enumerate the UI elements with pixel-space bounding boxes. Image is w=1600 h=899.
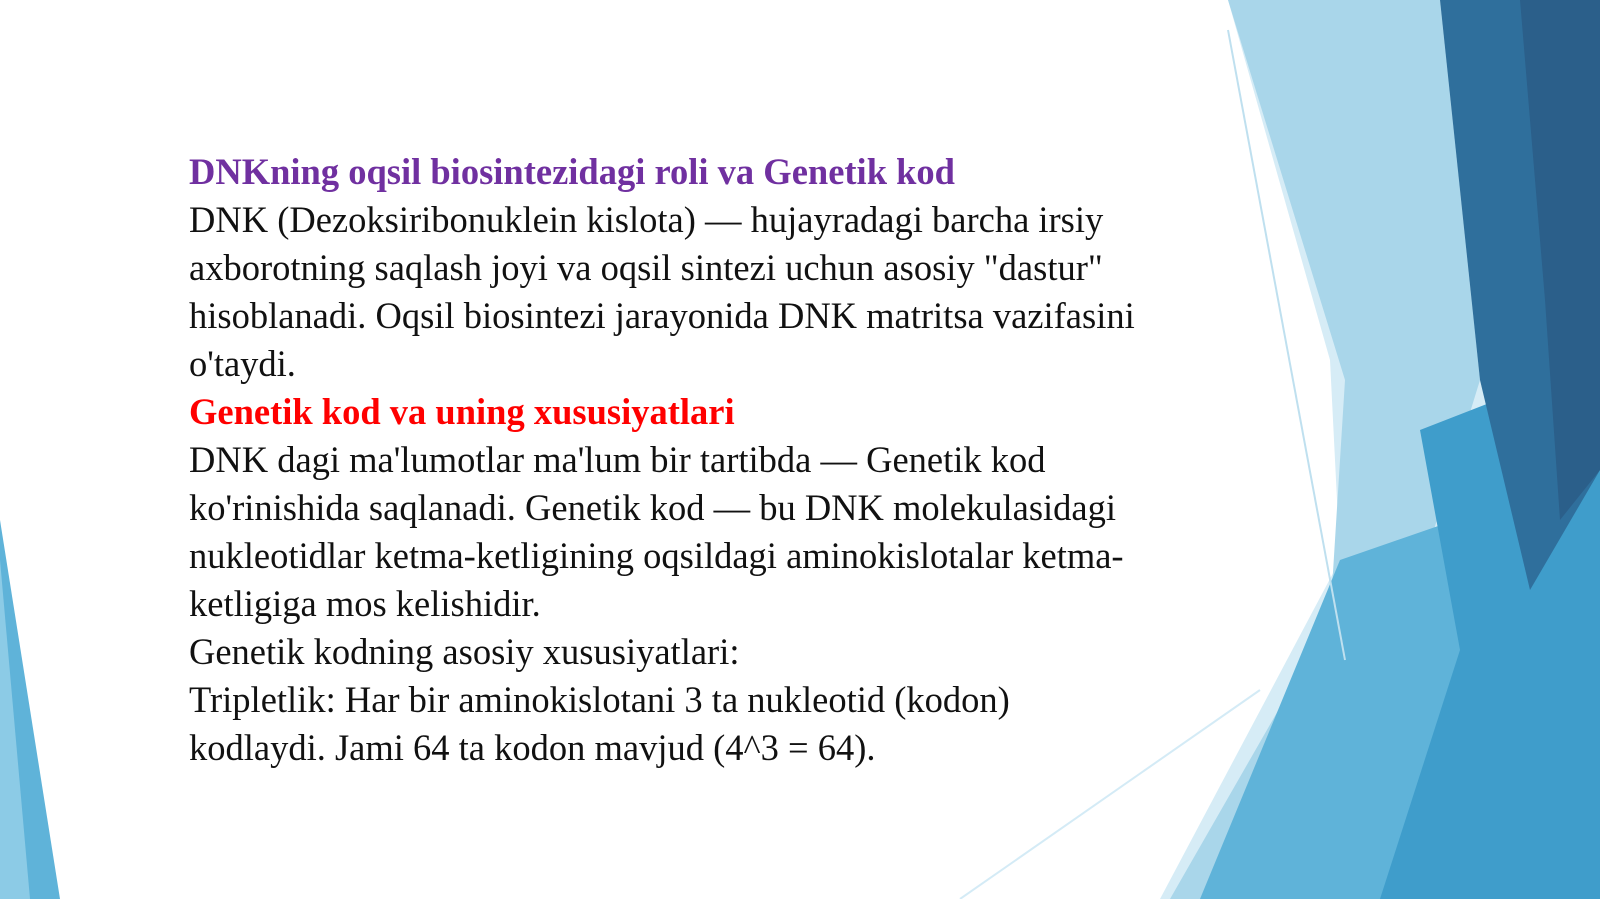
intro-paragraph: DNK (Dezoksiribonuklein kislota) — hujayradagi barcha irsiy axborotning saqlash joyi va oqsil sintezi uchun asosiy "dastur" hisoblanadi. Oqsil biosintezi jarayonida DNK matritsa vazifasini o'taydi. bbox=[189, 199, 1135, 384]
slide-title: DNKning oqsil biosintezidagi roli va Genetik kod bbox=[189, 151, 955, 192]
properties-heading: Genetik kodning asosiy xususiyatlari: bbox=[189, 631, 740, 672]
slide-content bbox=[189, 148, 1149, 772]
triplet-paragraph: Tripletlik: Har bir aminokislotani 3 ta nukleotid (kodon) kodlaydi. Jami 64 ta kodon mavjud (4^3 = 64). bbox=[189, 679, 1010, 768]
section-subtitle: Genetik kod va uning xususiyatlari bbox=[189, 391, 735, 432]
definition-paragraph: DNK dagi ma'lumotlar ma'lum bir tartibda — Genetik kod ko'rinishida saqlanadi. Genetik kod — bu DNK molekulasidagi nukleotidlar ketma-ketligining oqsildagi aminokislotalar ketma-ketligiga mos kelishidir. bbox=[189, 439, 1124, 624]
